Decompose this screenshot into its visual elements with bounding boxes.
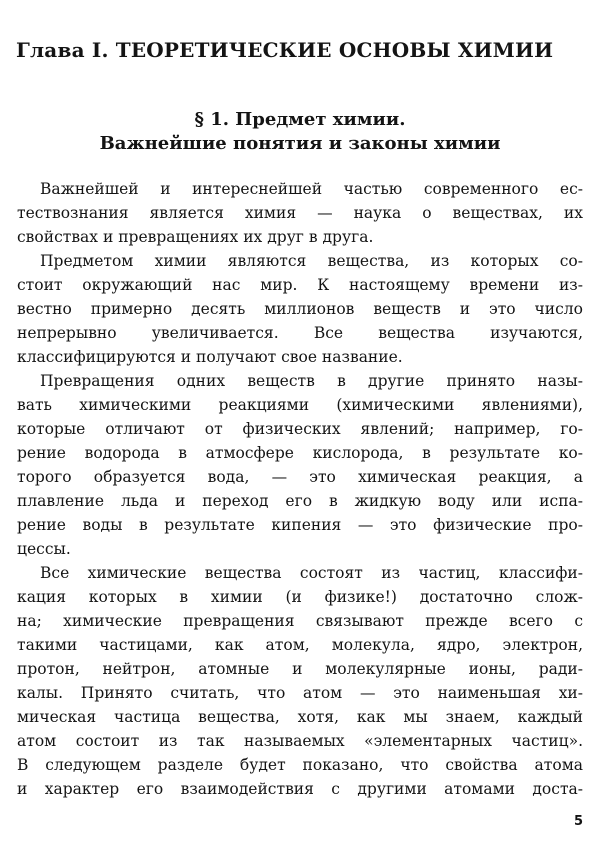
- text-line: вать химическими реакциями (химическими явлениями),: [17, 396, 583, 414]
- chapter-title: Глава I. ТЕОРЕТИЧЕСКИЕ ОСНОВЫ ХИМИИ: [16, 38, 554, 62]
- text-line: плавление льда и переход его в жидкую воду или испа-: [17, 492, 583, 510]
- text-line: Превращения одних веществ в другие принято назы-: [40, 372, 583, 390]
- text-line: мическая частица вещества, хотя, как мы знаем, каждый: [17, 708, 583, 726]
- text-line: рение водорода в атмосфере кислорода, в результате ко-: [17, 444, 583, 462]
- text-line: свойствах и превращениях их друг в друга.: [17, 228, 374, 246]
- text-line: протон, нейтрон, атомные и молекулярные ионы, ради-: [17, 660, 583, 678]
- section-heading: [0, 108, 600, 156]
- section-heading-line-2: Важнейшие понятия и законы химии: [99, 133, 501, 154]
- body-text: [17, 177, 583, 801]
- text-line: классифицируются и получают свое название.: [17, 348, 403, 366]
- text-line: Все химические вещества состоят из частиц, классифи-: [40, 564, 583, 582]
- text-line: вестно примерно десять миллионов веществ и это число: [17, 300, 583, 318]
- text-line: В следующем разделе будет показано, что свойства атома: [17, 756, 583, 774]
- text-line: Предметом химии являются вещества, из которых со-: [40, 252, 583, 270]
- text-line: цессы.: [17, 540, 71, 558]
- text-line: атом состоит из так называемых «элементарных частиц».: [17, 732, 583, 750]
- text-line: стоит окружающий нас мир. К настоящему времени из-: [17, 276, 583, 294]
- text-line: рение воды в результате кипения — это физические про-: [17, 516, 583, 534]
- text-line: которые отличают от физических явлений; например, го-: [17, 420, 583, 438]
- text-line: Важнейшей и интереснейшей частью современного ес-: [40, 180, 583, 198]
- section-heading-line-1: § 1. Предмет химии.: [194, 109, 406, 130]
- text-line: калы. Принято считать, что атом — это наименьшая хи-: [17, 684, 583, 702]
- text-line: на; химические превращения связывают прежде всего с: [17, 612, 583, 630]
- text-line: кация которых в химии (и физике!) достаточно слож-: [17, 588, 583, 606]
- text-line: торого образуется вода, — это химическая реакция, а: [17, 468, 583, 486]
- text-line: такими частицами, как атом, молекула, ядро, электрон,: [17, 636, 583, 654]
- text-line: и характер его взаимодействия с другими атомами доста-: [17, 780, 583, 798]
- page-number: 5: [574, 814, 584, 829]
- text-line: тествознания является химия — наука о веществах, их: [17, 204, 583, 222]
- text-line: непрерывно увеличивается. Все вещества изучаются,: [17, 324, 583, 342]
